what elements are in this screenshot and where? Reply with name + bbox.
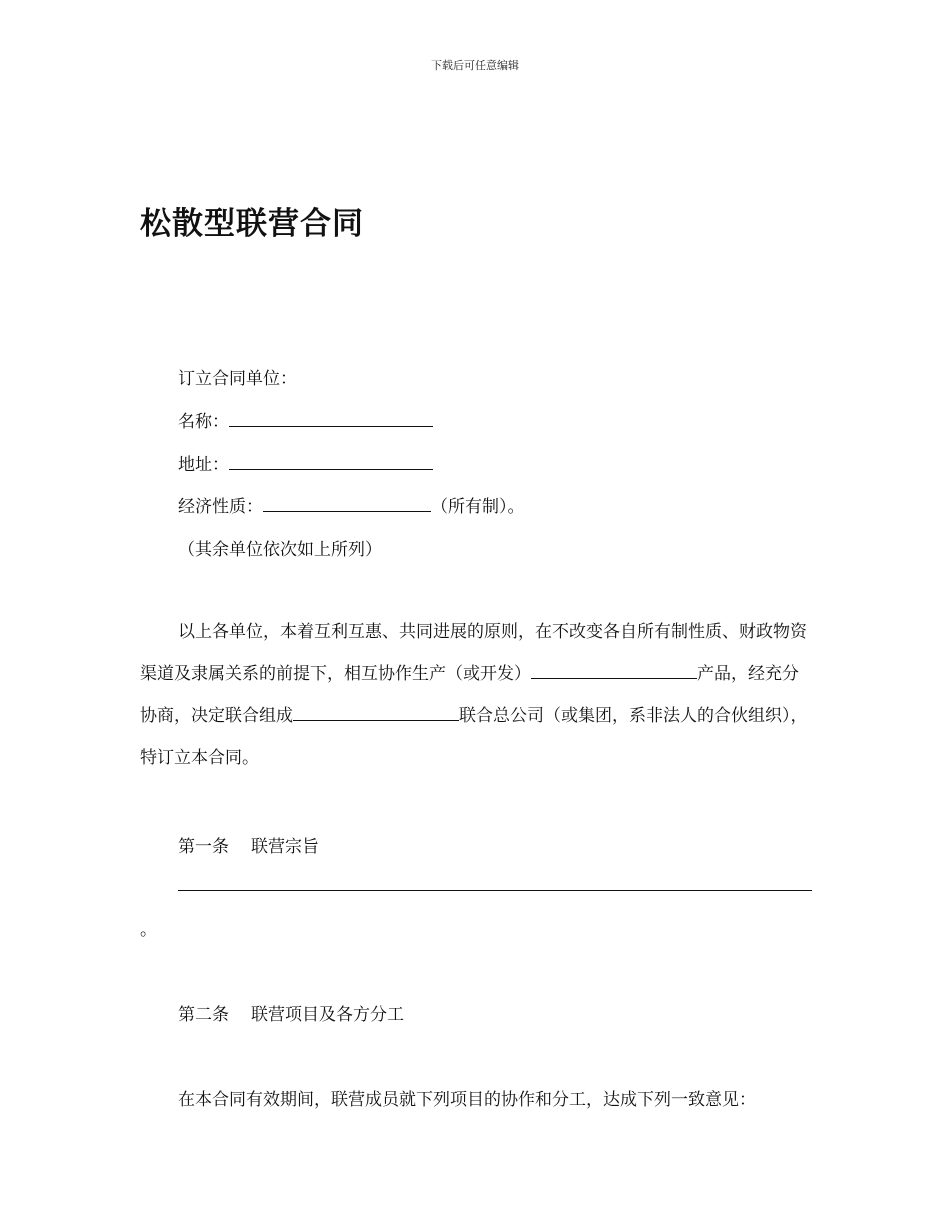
party-address-blank	[229, 451, 433, 470]
party-nature-blank	[263, 493, 431, 512]
article-1-blank	[178, 890, 812, 891]
article-2-body: 在本合同有效期间，联营成员就下列项目的协作和分工，达成下列一致意见：	[178, 1090, 756, 1110]
party-nature-label: 经济性质：	[178, 497, 263, 517]
company-blank	[293, 704, 459, 721]
article-2-title: 联营项目及各方分工	[251, 1005, 404, 1025]
intro-text-3: 联合总公司（或集团，系非法人的合伙组织），特订立本合同。	[140, 706, 808, 768]
parties-heading: 订立合同单位：	[178, 369, 297, 389]
document-title: 松散型联营合同	[140, 206, 364, 242]
party-nature-row	[178, 492, 525, 517]
article-1-title: 联营宗旨	[251, 837, 319, 857]
party-name-blank	[229, 408, 433, 427]
party-address-label: 地址：	[178, 455, 229, 475]
intro-paragraph	[140, 611, 812, 779]
intro-text-2: 产品，经充分协商，决定联合组成	[140, 664, 799, 726]
page-header: 下载后可任意编辑	[431, 59, 519, 72]
party-address-row	[178, 450, 433, 475]
product-blank	[531, 662, 697, 679]
article-2-heading	[178, 1000, 404, 1025]
intro-text-1: 以上各单位，本着互利互惠、共同进展的原则，在不改变各自所有制性质、财政物资渠道及隶属关系的前提下，相互协作生产（或开发）	[140, 622, 807, 684]
article-1-heading	[178, 832, 319, 857]
article-2-number: 第二条	[178, 1005, 229, 1025]
other-parties-note: （其余单位依次如上所列）	[178, 540, 382, 560]
article-1-end-mark: 。	[140, 920, 157, 940]
article-1-number: 第一条	[178, 837, 229, 857]
party-name-row	[178, 407, 433, 432]
party-name-label: 名称：	[178, 412, 229, 432]
party-nature-suffix: （所有制）。	[431, 497, 525, 517]
